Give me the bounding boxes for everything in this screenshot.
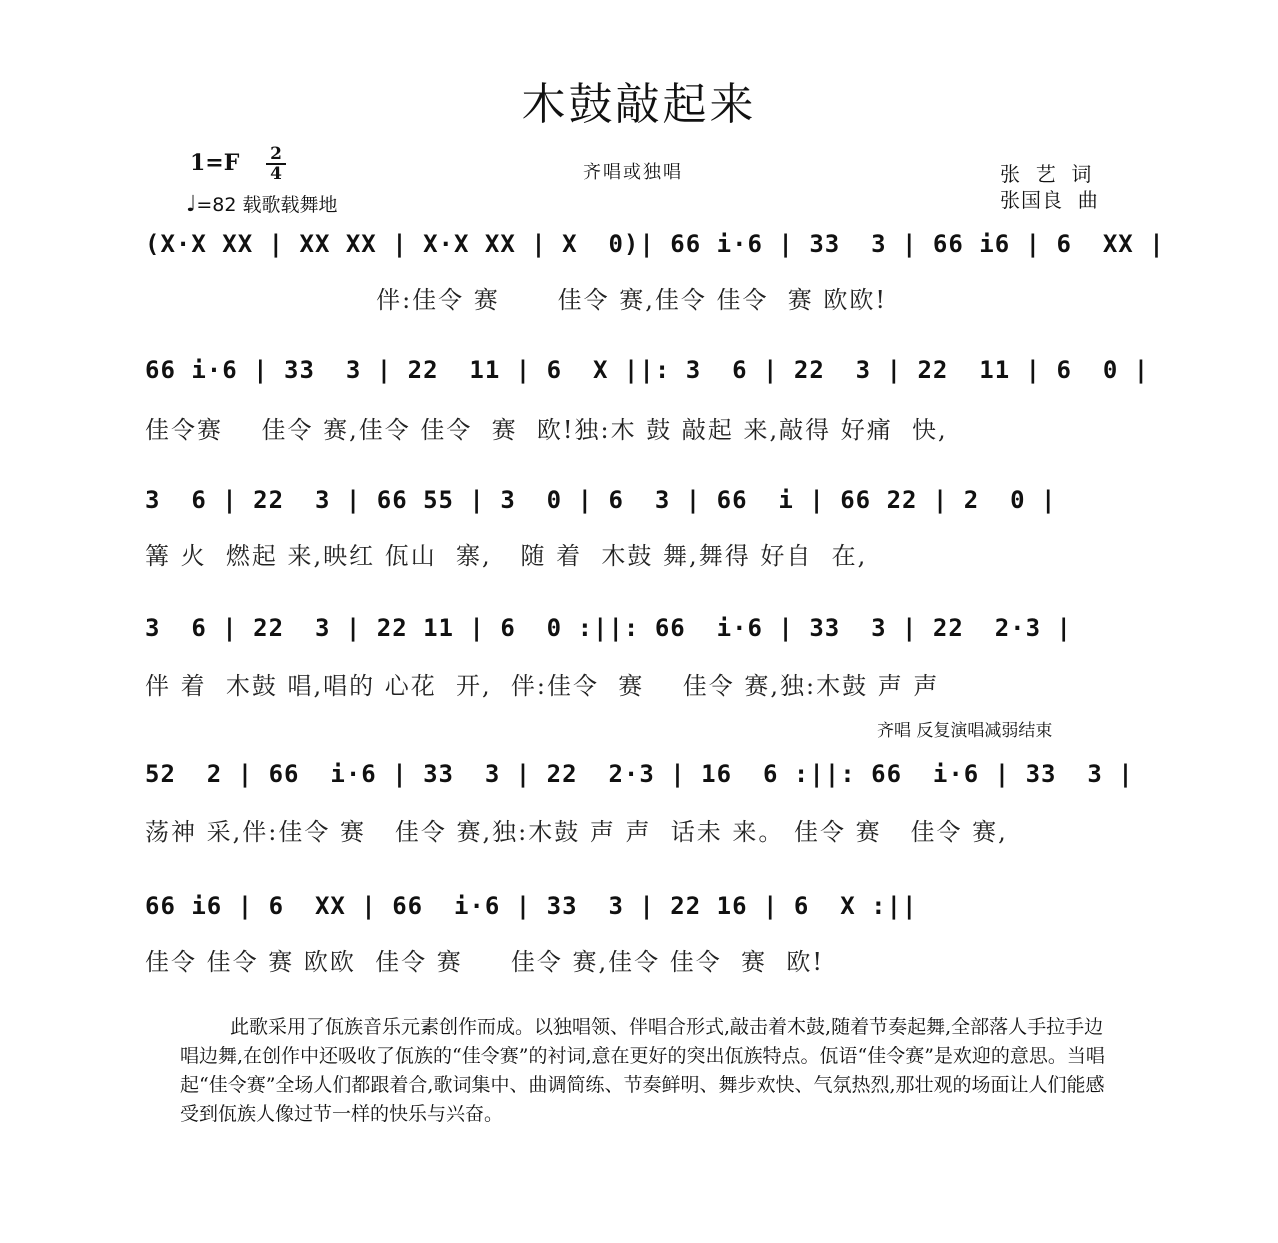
tempo-marking — [186, 190, 338, 217]
score-line-1: (X·X XX | XX XX | X·X XX | X 0)| 66 i·6 | 33 3 | 66 i6 | 6 XX | — [145, 230, 1165, 258]
lyricist-credit: 张 艺 词 — [1000, 162, 1093, 186]
quarter-note-icon: ♩ — [186, 192, 197, 217]
lyric-line-2: 佳令赛 佳令 赛,佳令 佳令 赛 欧!独:木 鼓 敲起 来,敲得 好痛 快, — [145, 416, 948, 444]
repeat-annotation: 齐唱 反复演唱减弱结束 — [877, 721, 1053, 741]
performance-style: 齐唱或独唱 — [583, 162, 683, 183]
score-line-4: 3 6 | 22 3 | 22 11 | 6 0 :||: 66 i·6 | 33 3 | 22 2·3 | — [145, 614, 1072, 642]
score-line-2: 66 i·6 | 33 3 | 22 11 | 6 X ||: 3 6 | 22 3 | 22 11 | 6 0 | — [145, 356, 1150, 384]
score-line-6: 66 i6 | 6 XX | 66 i·6 | 33 3 | 22 16 | 6 X :|| — [145, 892, 918, 920]
score-line-5: 52 2 | 66 i·6 | 33 3 | 22 2·3 | 16 6 :||: 66 i·6 | 33 3 | — [145, 760, 1134, 788]
composer-credit: 张国良 曲 — [1000, 188, 1099, 212]
time-signature — [266, 146, 286, 182]
song-description — [180, 1013, 1110, 1129]
meter-top: 2 — [270, 144, 282, 164]
description-text: 此歌采用了佤族音乐元素创作而成。以独唱领、伴唱合形式,敲击着木鼓,随着节奏起舞,全部落人手拉手边唱边舞,在创作中还吸收了佤族的“佳令赛”的衬词,意在更好的突出佤族特点。佤语“佳令赛”是欢迎的意思。当唱起“佳令赛”全场人们都跟着合,歌词集中、曲调简练、节奏鲜明、舞步欢快、气氛热烈,那壮观的场面让人们能感受到佤族人像过节一样的快乐与兴奋。 — [180, 1016, 1105, 1125]
lyric-line-6: 佳令 佳令 赛 欧欧 佳令 赛 佳令 赛,佳令 佳令 赛 欧! — [145, 948, 824, 976]
lyric-line-5: 荡神 采,伴:佳令 赛 佳令 赛,独:木鼓 声 声 话未 来。 佳令 赛 佳令 赛, — [145, 818, 1008, 846]
lyric-line-3: 篝 火 燃起 来,映红 佤山 寨, 随 着 木鼓 舞,舞得 好自 在, — [145, 542, 868, 570]
lyric-line-4: 伴 着 木鼓 唱,唱的 心花 开, 伴:佳令 赛 佳令 赛,独:木鼓 声 声 — [145, 672, 940, 700]
meter-bottom: 4 — [270, 164, 282, 184]
tempo-text: =82 载歌载舞地 — [196, 194, 338, 216]
key-signature: 1=F — [190, 150, 240, 176]
lyric-line-1: 伴:佳令 赛 佳令 赛,佳令 佳令 赛 欧欧! — [145, 286, 887, 314]
score-line-3: 3 6 | 22 3 | 66 55 | 3 0 | 6 3 | 66 i | 66 22 | 2 0 | — [145, 486, 1057, 514]
song-title: 木鼓敲起来 — [521, 79, 757, 130]
